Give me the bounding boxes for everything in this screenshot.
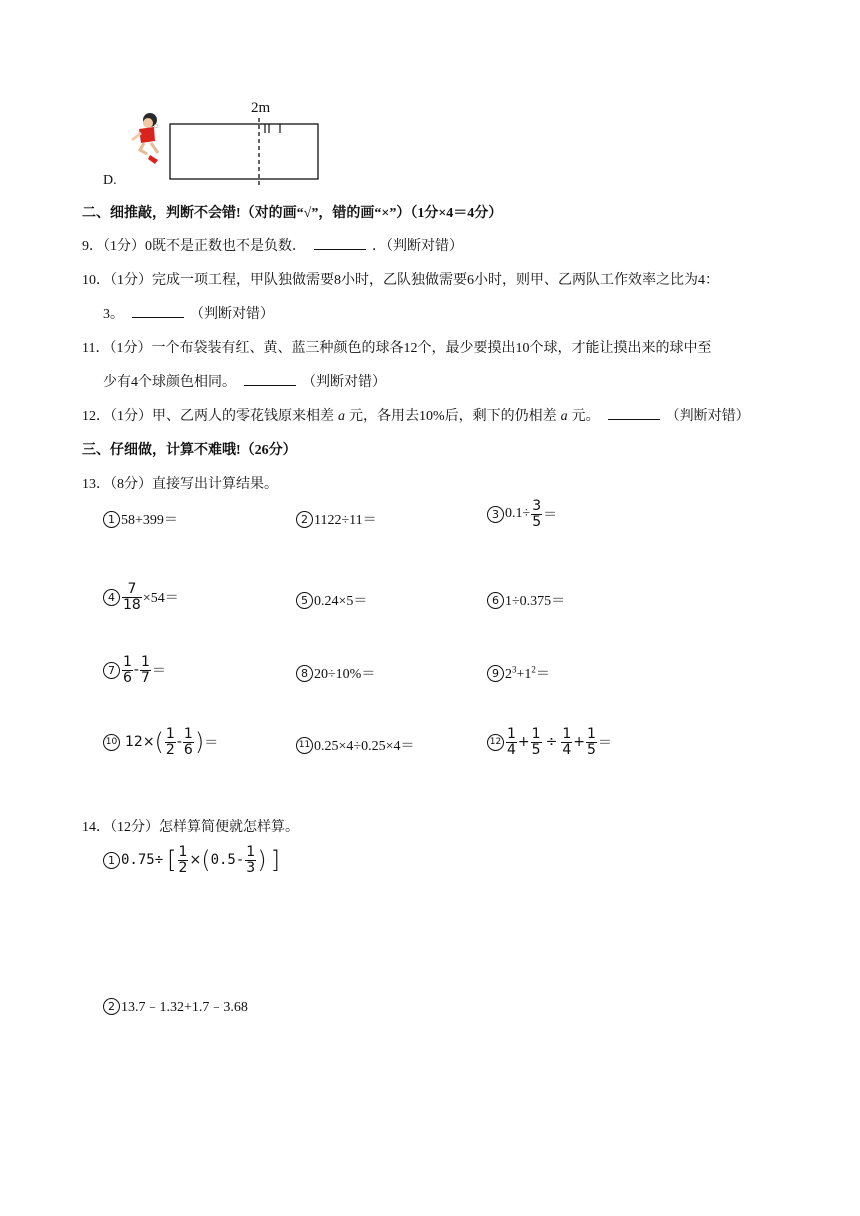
item-12-op-2: ÷ <box>545 734 558 751</box>
p1-inner: 0.5- <box>210 852 245 869</box>
q12-text-c: 元。 <box>571 409 600 424</box>
calc-item-2 <box>296 509 377 529</box>
item-10-right-paren: ) <box>194 728 205 757</box>
q9-answer-blank[interactable] <box>314 237 366 250</box>
calc-item-4 <box>103 582 179 612</box>
p1-fraction-2: $\frac{1}{3}$ <box>246 844 256 876</box>
p1-right-bracket: ] <box>270 846 280 875</box>
calc-item-8 <box>296 663 375 683</box>
q12-text-a: 12．（1分）甲、乙两人的零花钱原来相差 <box>82 409 334 424</box>
item-3-pre: 0.1÷ <box>505 506 531 522</box>
option-label-d: D. <box>103 173 117 188</box>
calc-item-3 <box>487 499 557 529</box>
item-number-2: 2 <box>296 511 313 528</box>
question-10-line2 <box>103 303 274 323</box>
item-3-post: ＝ <box>543 508 558 524</box>
calc-item-9 <box>487 663 550 683</box>
question-10-line1: 10．（1分）完成一项工程，甲队独做需要8小时，乙队独做需要6小时，则甲、乙两队工作效率之比为4： <box>82 273 719 288</box>
question-14: 14．（12分）怎样算简便就怎样算。 <box>82 820 299 835</box>
item-10-fraction-1: $\frac{1}{2}$ <box>165 726 175 758</box>
question-12 <box>82 405 750 425</box>
calc-item-6 <box>487 590 565 610</box>
q11-answer-blank[interactable] <box>244 373 296 386</box>
p1-times: × <box>189 852 202 869</box>
q10-line2-text: 3。 <box>103 307 124 322</box>
dimension-label: 2m <box>251 100 271 116</box>
question-11-line1: 11．（1分）一个布袋装有红、黄、蓝三种颜色的球各12个，最少要摸出10个球，才能让摸出来的球中至 <box>82 341 712 356</box>
item-8-expression: 20÷10%＝ <box>314 667 376 682</box>
item-10-fraction-2: $\frac{1}{6}$ <box>183 726 193 758</box>
q12-text-b: 元，各用去10%后，剩下的仍相差 <box>349 409 557 424</box>
p1-right-paren: ) <box>257 846 267 875</box>
q11-tail: （判断对错） <box>302 375 386 390</box>
p1-pre: 0.75÷ <box>121 852 164 869</box>
p1-left-paren: ( <box>201 846 211 875</box>
item-number-3: 3 <box>487 506 504 523</box>
item-number-10: 10 <box>103 734 120 751</box>
item-10-left-paren: ( <box>154 728 164 757</box>
item-7-fraction-2: $\frac{1}{7}$ <box>140 654 150 686</box>
rectangle-diagram <box>100 98 340 190</box>
p1-left-bracket: [ <box>167 846 177 875</box>
item-number-1: 1 <box>103 511 120 528</box>
item-7-operator: - <box>133 662 139 679</box>
item-1-expression: 58+399＝ <box>121 513 178 528</box>
item-12-fraction-2: $\frac{1}{5}$ <box>531 726 541 758</box>
item-number-5: 5 <box>296 592 313 609</box>
item-number-6: 6 <box>487 592 504 609</box>
item-4-post: ×54＝ <box>142 591 179 607</box>
item-2-expression: 1122÷11＝ <box>314 513 377 528</box>
item-10-post: ＝ <box>204 735 219 752</box>
item-3-fraction: $\frac{3}{5}$ <box>532 498 542 530</box>
question-9 <box>82 235 463 255</box>
item-number-9: 9 <box>487 665 504 682</box>
q10-tail: （判断对错） <box>190 307 274 322</box>
calc-item-1 <box>103 509 178 529</box>
figure-d <box>100 98 340 190</box>
q11-line2-text: 少有4个球颜色相同。 <box>103 375 236 390</box>
q12-variable-2: a <box>560 409 568 424</box>
calc-item-5 <box>296 590 367 610</box>
q12-variable: a <box>338 409 345 424</box>
item-12-fraction-4: $\frac{1}{5}$ <box>586 726 596 758</box>
problem-number-1: 1 <box>103 852 120 869</box>
question-13: 13．（8分）直接写出计算结果。 <box>82 477 278 492</box>
item-number-4: 4 <box>103 589 120 606</box>
q9-tail: ．（判断对错） <box>372 239 463 254</box>
item-6-expression: 1÷0.375＝ <box>505 594 566 609</box>
item-12-fraction-1: $\frac{1}{4}$ <box>507 726 516 758</box>
item-7-fraction-1: $\frac{1}{6}$ <box>123 654 132 686</box>
kicking-child-illustration <box>132 113 158 164</box>
item-number-7: 7 <box>103 662 120 679</box>
item-7-post: ＝ <box>151 664 166 680</box>
item-10-pre: 12× <box>125 734 155 751</box>
problem-number-2: 2 <box>103 998 120 1015</box>
item-number-8: 8 <box>296 665 313 682</box>
question-11-line2 <box>103 371 386 391</box>
section-2-title: 二、细推敲，判断不会错!（对的画“√”，错的画“×”）（1分×4＝4分） <box>82 206 503 221</box>
p1-fraction-1: $\frac{1}{2}$ <box>178 844 188 876</box>
simplify-problem-1 <box>103 845 280 875</box>
item-4-fraction: $\frac{7}{18}$ <box>123 581 141 613</box>
item-number-12: 12 <box>487 734 504 751</box>
calc-item-10 <box>103 727 218 757</box>
q12-answer-blank[interactable] <box>608 407 660 420</box>
item-9-expression: $2^3+1^2=$ <box>505 664 550 682</box>
section-3-title: 三、仔细做，计算不难哦!（26分） <box>82 443 297 458</box>
item-12-fraction-3: $\frac{1}{4}$ <box>562 726 572 758</box>
item-number-11: 11 <box>296 737 313 754</box>
q12-tail: （判断对错） <box>665 409 750 424</box>
p2-expression: 13.7﹣1.32+1.7﹣3.68 <box>121 1000 248 1015</box>
item-12-op-3: + <box>573 734 585 751</box>
q10-answer-blank[interactable] <box>132 305 184 318</box>
item-12-op-1: + <box>517 734 530 751</box>
calc-item-7 <box>103 655 166 685</box>
item-5-expression: 0.24×5＝ <box>314 594 368 609</box>
item-12-post: ＝ <box>597 735 612 752</box>
simplify-problem-2 <box>103 996 248 1016</box>
calc-item-11 <box>296 735 414 755</box>
item-11-expression: 0.25×4÷0.25×4＝ <box>314 739 415 754</box>
calc-item-12 <box>487 727 612 757</box>
item-10-operator: - <box>176 734 182 751</box>
q9-text: 9．（1分）0既不是正数也不是负数． <box>82 239 306 254</box>
